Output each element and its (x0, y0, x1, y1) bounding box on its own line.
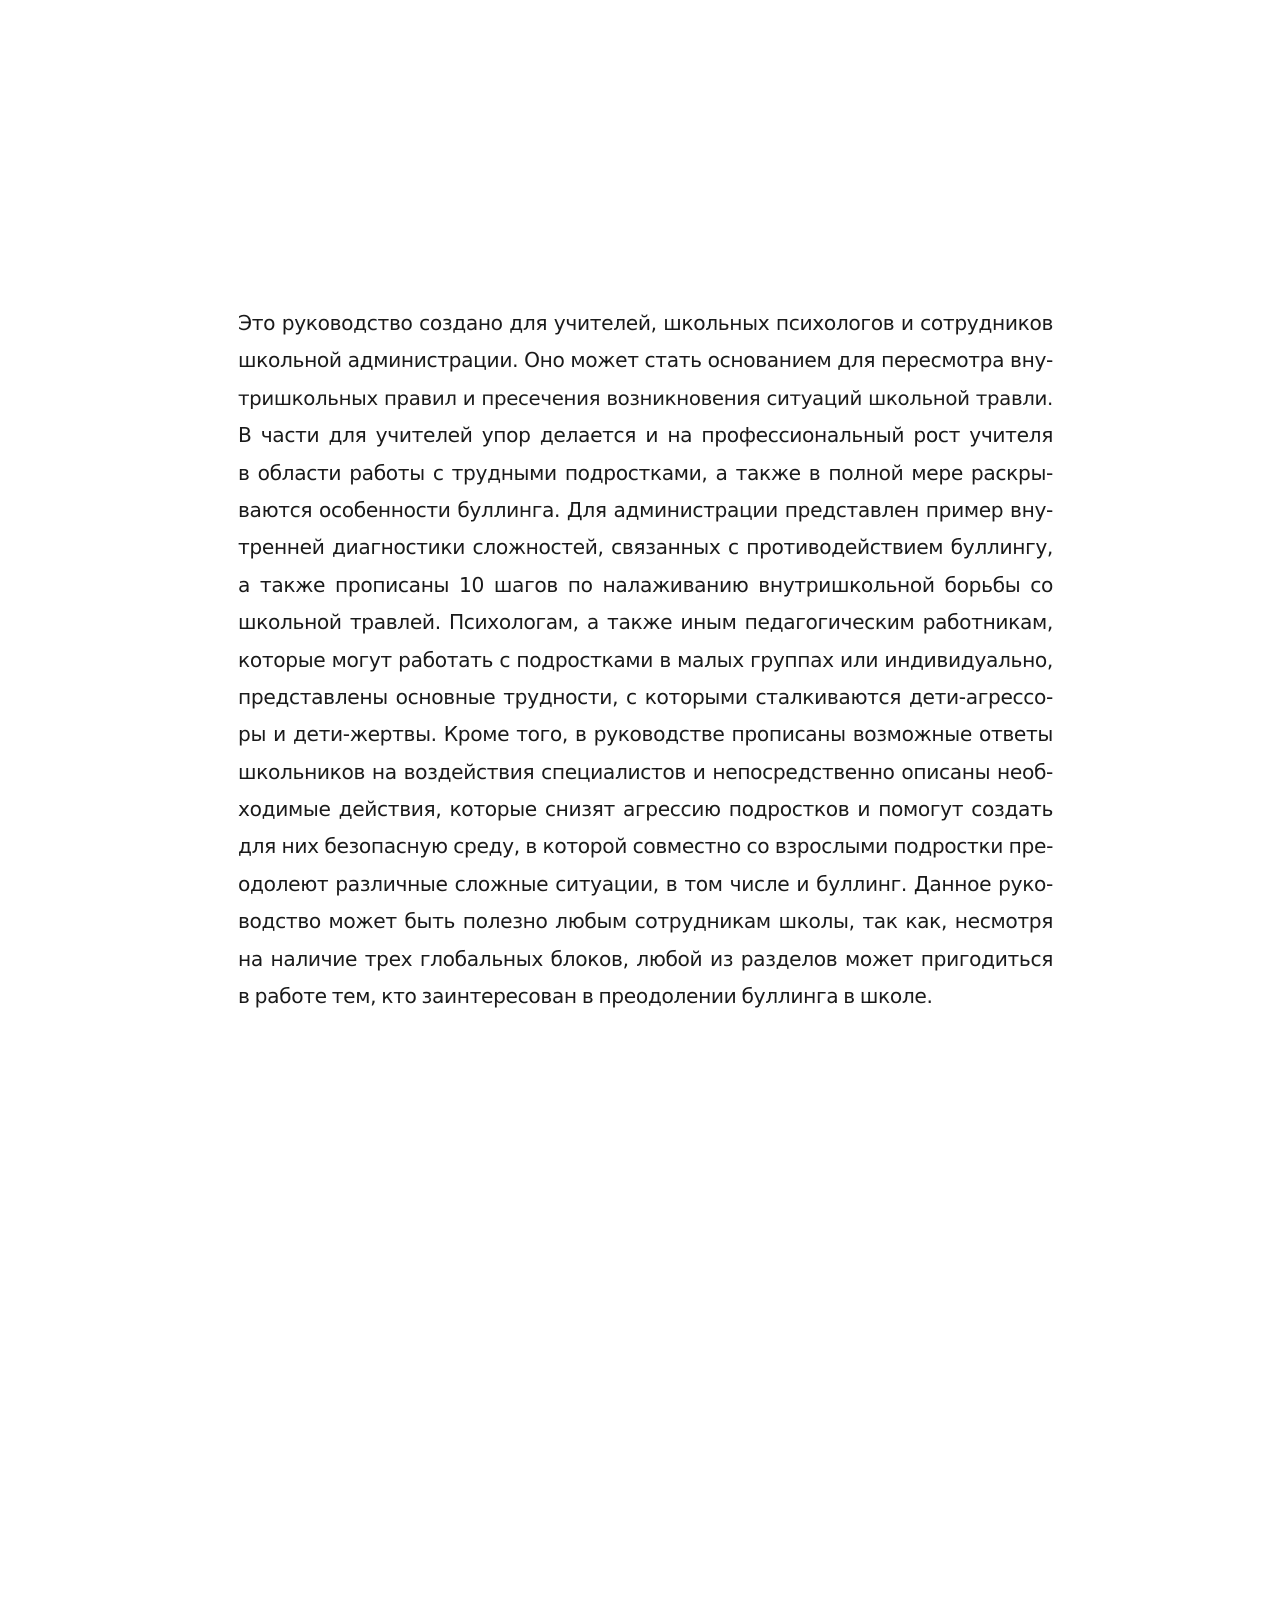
paragraph-line: ваются особенности буллинга. Для администрации представлен пример вну- (238, 497, 1053, 522)
paragraph-line: а также прописаны 10 шагов по налаживанию внутришкольной борьбы со (238, 572, 1053, 597)
paragraph-line: тришкольных правил и пресечения возникновения ситуаций школьной травли. (238, 386, 1053, 410)
paragraph-line: на наличие трех глобальных блоков, любой из разделов может пригодиться (238, 946, 1053, 971)
body-paragraph (238, 305, 1053, 1015)
paragraph-line: в области работы с трудными подростками, а также в полной мере раскры- (238, 460, 1053, 485)
paragraph-line: школьной травлей. Психологам, а также иным педагогическим работникам, (238, 610, 1053, 635)
paragraph-line: В части для учителей упор делается и на профессиональный рост учителя (238, 423, 1053, 448)
paragraph-line: тренней диагностики сложностей, связанных с противодействием буллингу, (238, 535, 1053, 560)
paragraph-line: школьников на воздействия специалистов и непосредственно описаны необ- (238, 759, 1053, 784)
paragraph-line: ры и дети-жертвы. Кроме того, в руководстве прописаны возможные ответы (238, 722, 1053, 747)
paragraph-line: ходимые действия, которые снизят агрессию подростков и помогут создать (238, 797, 1053, 822)
paragraph-line: школьной администрации. Оно может стать основанием для пересмотра вну- (238, 348, 1053, 373)
paragraph-line: которые могут работать с подростками в малых группах или индивидуально, (238, 647, 1053, 672)
paragraph-line: Это руководство создано для учителей, школьных психологов и сотрудников (238, 311, 1053, 335)
paragraph-line: одолеют различные сложные ситуации, в том числе и буллинг. Данное руко- (238, 871, 1053, 896)
paragraph-line: представлены основные трудности, с которыми сталкиваются дети-агрессо- (238, 684, 1053, 709)
paragraph-line: водство может быть полезно любым сотрудникам школы, так как, несмотря (238, 909, 1053, 934)
paragraph-line: для них безопасную среду, в которой совместно со взрослыми подростки пре- (238, 834, 1053, 859)
paragraph-line: в работе тем, кто заинтересован в преодолении буллинга в школе. (238, 984, 933, 1009)
